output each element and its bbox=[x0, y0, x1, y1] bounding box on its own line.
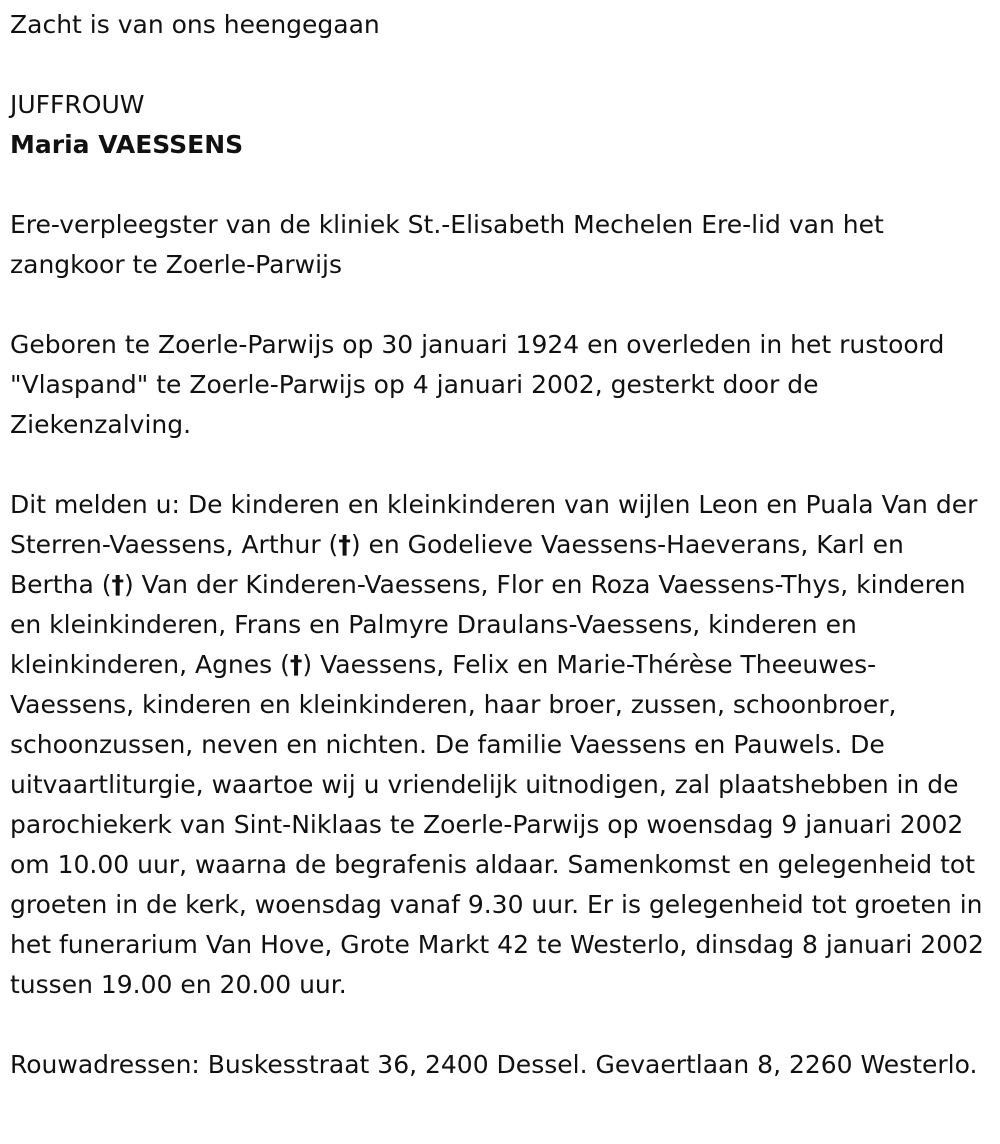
spacer bbox=[10, 445, 990, 485]
addresses-paragraph: Rouwadressen: Buskesstraat 36, 2400 Dessel. Gevaertlaan 8, 2260 Westerlo. bbox=[10, 1050, 978, 1079]
title-line: JUFFROUW bbox=[10, 90, 145, 119]
cross-icon: † bbox=[338, 530, 351, 559]
birth-death-paragraph: Geboren te Zoerle-Parwijs op 30 januari 1924 en overleden in het rustoord "Vlaspand" te Zoerle-Parwijs op 4 januari 2002, gesterkt door de Ziekenzalving. bbox=[10, 330, 945, 439]
spacer bbox=[10, 165, 990, 205]
announcement-text-2: ) en Godelieve Vaessens-Haeverans, Karl en Bertha ( bbox=[10, 530, 904, 599]
announcement-text-1: Dit melden u: De kinderen en kleinkinderen van wijlen Leon en Puala Van der Sterren-Vaessens, Arthur ( bbox=[10, 490, 978, 559]
role-paragraph: Ere-verpleegster van de kliniek St.-Elisabeth Mechelen Ere-lid van het zangkoor te Zoerle-Parwijs bbox=[10, 210, 884, 279]
announcement-text-4: ) Vaessens, Felix en Marie-Thérèse Theeuwes-Vaessens, kinderen en kleinkinderen, haar broer, zussen, schoonbroer, schoonzussen, neven en nichten. De familie Vaessens en Pauwels. De uitvaartliturgie, waartoe wij u vriendelijk uitnodigen, zal plaatshebben in de parochiekerk van Sint-Niklaas te Zoerle-Parwijs op woensdag 9 januari 2002 om 10.00 uur, waarna de begrafenis aldaar. Samenkomst en gelegenheid tot groeten in de kerk, woensdag vanaf 9.30 uur. Er is gelegenheid tot groeten in het funerarium Van Hove, Grote Markt 42 te Westerlo, dinsdag 8 januari 2002 tussen 19.00 en 20.00 uur. bbox=[10, 650, 984, 999]
announcement-text-3: ) Van der Kinderen-Vaessens, Flor en Roza Vaessens-Thys, kinderen en kleinkinderen, Frans en Palmyre Draulans-Vaessens, kinderen en kleinkinderen, Agnes ( bbox=[10, 570, 966, 679]
obituary-document bbox=[10, 5, 990, 1085]
spacer bbox=[10, 285, 990, 325]
spacer bbox=[10, 45, 990, 85]
deceased-name: Maria VAESSENS bbox=[10, 130, 244, 159]
intro-line: Zacht is van ons heengegaan bbox=[10, 10, 380, 39]
cross-icon: † bbox=[111, 570, 124, 599]
cross-icon: † bbox=[289, 650, 303, 679]
spacer bbox=[10, 1005, 990, 1045]
announcement-paragraph bbox=[10, 485, 990, 1005]
